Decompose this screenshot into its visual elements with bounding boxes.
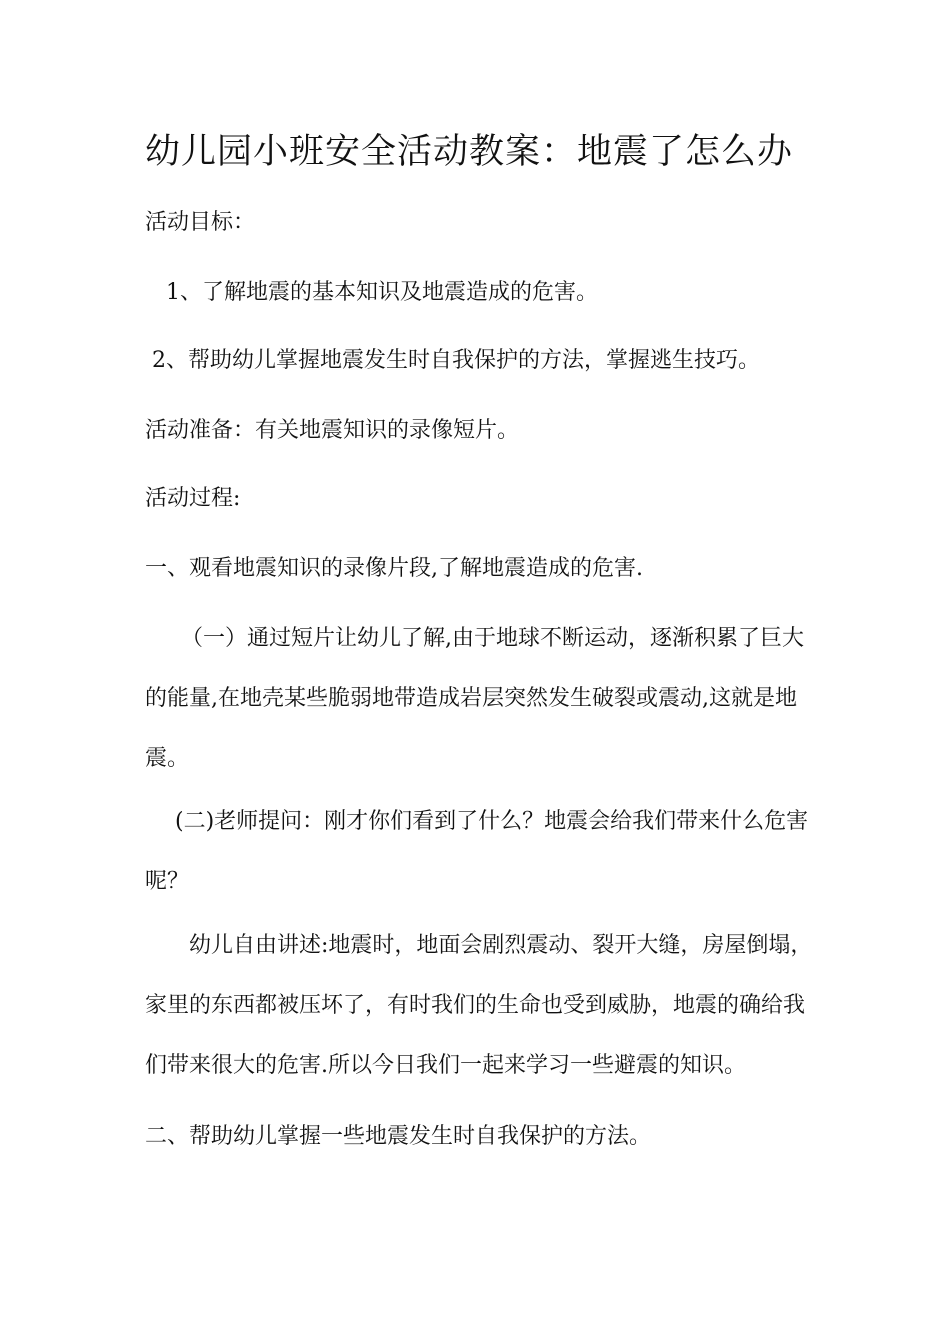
- goal-heading: 活动目标：: [145, 210, 256, 235]
- goal-item-2: 2、帮助幼儿掌握地震发生时自我保护的方法，掌握逃生技巧。: [152, 348, 760, 373]
- section-heading-1: 一、观看地震知识的录像片段,了解地震造成的危害.: [145, 556, 643, 581]
- goal-item-1: 1、了解地震的基本知识及地震造成的危害。: [166, 280, 598, 305]
- preparation-text: 活动准备：有关地震知识的录像短片。: [145, 418, 520, 443]
- paragraph-3: 幼儿自由讲述:地震时，地面会剧烈震动、裂开大缝，房屋倒塌，家里的东西都被压坏了，有时我们的生命也受到威胁，地震的确给我们带来很大的危害.所以今日我们一起来学习一些避震的知识。: [145, 933, 813, 1078]
- paragraph-2: (二)老师提问：刚才你们看到了什么？地震会给我们带来什么危害呢？: [145, 809, 809, 894]
- section-heading-2: 二、帮助幼儿掌握一些地震发生时自我保护的方法。: [145, 1124, 652, 1149]
- document-title: 幼儿园小班安全活动教案：地震了怎么办: [145, 132, 794, 172]
- process-heading: 活动过程:: [145, 486, 241, 511]
- paragraph-1: （一）通过短片让幼儿了解,由于地球不断运动，逐渐积累了巨大的能量,在地壳某些脆弱地带造成岩层突然发生破裂或震动,这就是地震。: [145, 626, 804, 771]
